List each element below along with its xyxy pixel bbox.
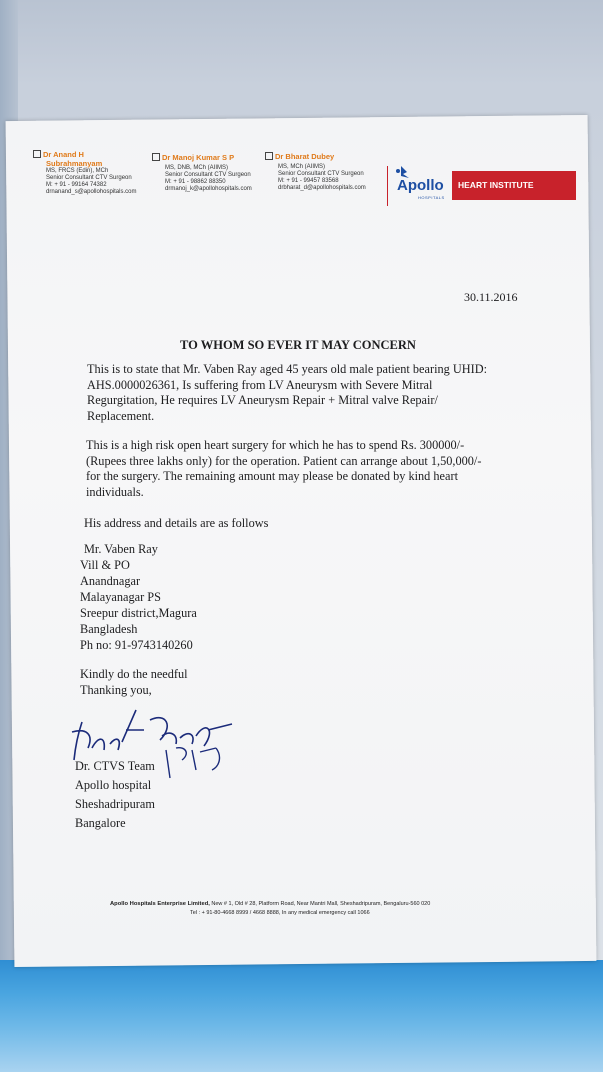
address-line: Malayanagar PS	[80, 590, 161, 604]
closing-block	[80, 666, 188, 698]
footer-address: New # 1, Old # 28, Platform Road, Near Mantri Mall, Sheshadripuram, Bengaluru-560 020	[211, 901, 431, 907]
heart-institute-banner: HEART INSTITUTE	[452, 171, 576, 200]
address-line: Vill & PO	[80, 558, 130, 572]
signoff-line: Apollo hospital	[75, 778, 152, 792]
logo-subtext: HOSPITALS	[418, 195, 445, 200]
doctor-1-phone: M: + 91 - 99164 74382	[46, 182, 107, 188]
paragraph-1	[87, 362, 537, 424]
address-line: Anandnagar	[80, 574, 141, 588]
doctor-2-email: drmanoj_k@apollohospitals.com	[165, 186, 252, 192]
signoff-line: Sheshadripuram	[75, 797, 155, 811]
closing-line: Thanking you,	[80, 683, 152, 697]
paragraph-2-line: individuals.	[86, 484, 144, 499]
address-line: Bangladesh	[80, 622, 138, 636]
address-line: Sreepur district,Magura	[80, 606, 197, 620]
doctor-1-name-2: Subrahmanyam	[46, 159, 103, 168]
signoff-line: Bangalore	[75, 816, 126, 830]
paragraph-2-line: This is a high risk open heart surgery for which he has to spend Rs. 300000/-	[86, 438, 465, 452]
checkbox-icon	[33, 150, 41, 158]
logo-text: Apollo	[397, 177, 444, 194]
address-block	[80, 541, 197, 653]
closing-line: Kindly do the needful	[80, 667, 188, 681]
paragraph-2	[86, 438, 536, 500]
doctor-3-email: drbharat_d@apollohospitals.com	[278, 185, 366, 191]
doctor-1-email: drnanand_s@apollohospitals.com	[46, 189, 137, 195]
doctor-2-role: Senior Consultant CTV Surgeon	[165, 172, 251, 178]
doctor-1	[33, 150, 153, 196]
letter-title: TO WHOM SO EVER IT MAY CONCERN	[180, 338, 416, 352]
checkbox-icon	[152, 153, 160, 161]
doctor-3-phone: M: + 91 - 99457 83568	[278, 178, 339, 184]
address-line: Ph no: 91-9743140260	[80, 638, 193, 652]
paragraph-2-line: (Rupees three lakhs only) for the operation. Patient can arrange about 1,50,000/-	[86, 453, 482, 468]
doctor-3-qual: MS, MCh (AIIMS)	[278, 164, 326, 170]
address-intro: His address and details are as follows	[84, 516, 269, 530]
signoff-block	[75, 757, 155, 833]
paragraph-1-line: AHS.0000026361, Is suffering from LV Aneurysm with Severe Mitral	[87, 377, 433, 392]
checkbox-icon	[265, 152, 273, 160]
doctor-1-qual: MS, FRCS (Edin), MCh	[46, 168, 109, 174]
doctor-1-role: Senior Consultant CTV Surgeon	[46, 175, 132, 181]
doctor-2-phone: M: + 91 - 98862 88350	[165, 179, 226, 185]
doctor-2-name: Dr Manoj Kumar S P	[162, 153, 235, 162]
doctor-2-qual: MS, DNB, MCh (AIIMS)	[165, 165, 229, 171]
doctor-2	[152, 153, 272, 193]
paragraph-1-line: Replacement.	[87, 408, 155, 423]
footer-phone: Tel : + 91-80-4668 8999 / 4668 8888, In any medical emergency call 1066	[190, 910, 370, 916]
doctor-3	[265, 152, 390, 192]
doctor-3-role: Senior Consultant CTV Surgeon	[278, 171, 364, 177]
letter-footer	[110, 900, 530, 918]
paragraph-2-line: for the surgery. The remaining amount may please be donated by kind heart	[86, 469, 458, 483]
letter-date: 30.11.2016	[464, 290, 518, 304]
footer-company: Apollo Hospitals Enterprise Limited,	[110, 901, 210, 907]
doctor-1-name: Dr Anand H	[43, 150, 84, 159]
signoff-line: Dr. CTVS Team	[75, 759, 155, 773]
doctor-3-name: Dr Bharat Dubey	[275, 152, 335, 161]
paragraph-1-line: Regurgitation, He requires LV Aneurysm Repair + Mitral valve Repair/	[87, 393, 438, 407]
table-surface	[0, 960, 603, 1072]
paragraph-1-line: This is to state that Mr. Vaben Ray aged 45 years old male patient bearing UHID:	[87, 362, 488, 376]
address-line: Mr. Vaben Ray	[84, 542, 158, 556]
